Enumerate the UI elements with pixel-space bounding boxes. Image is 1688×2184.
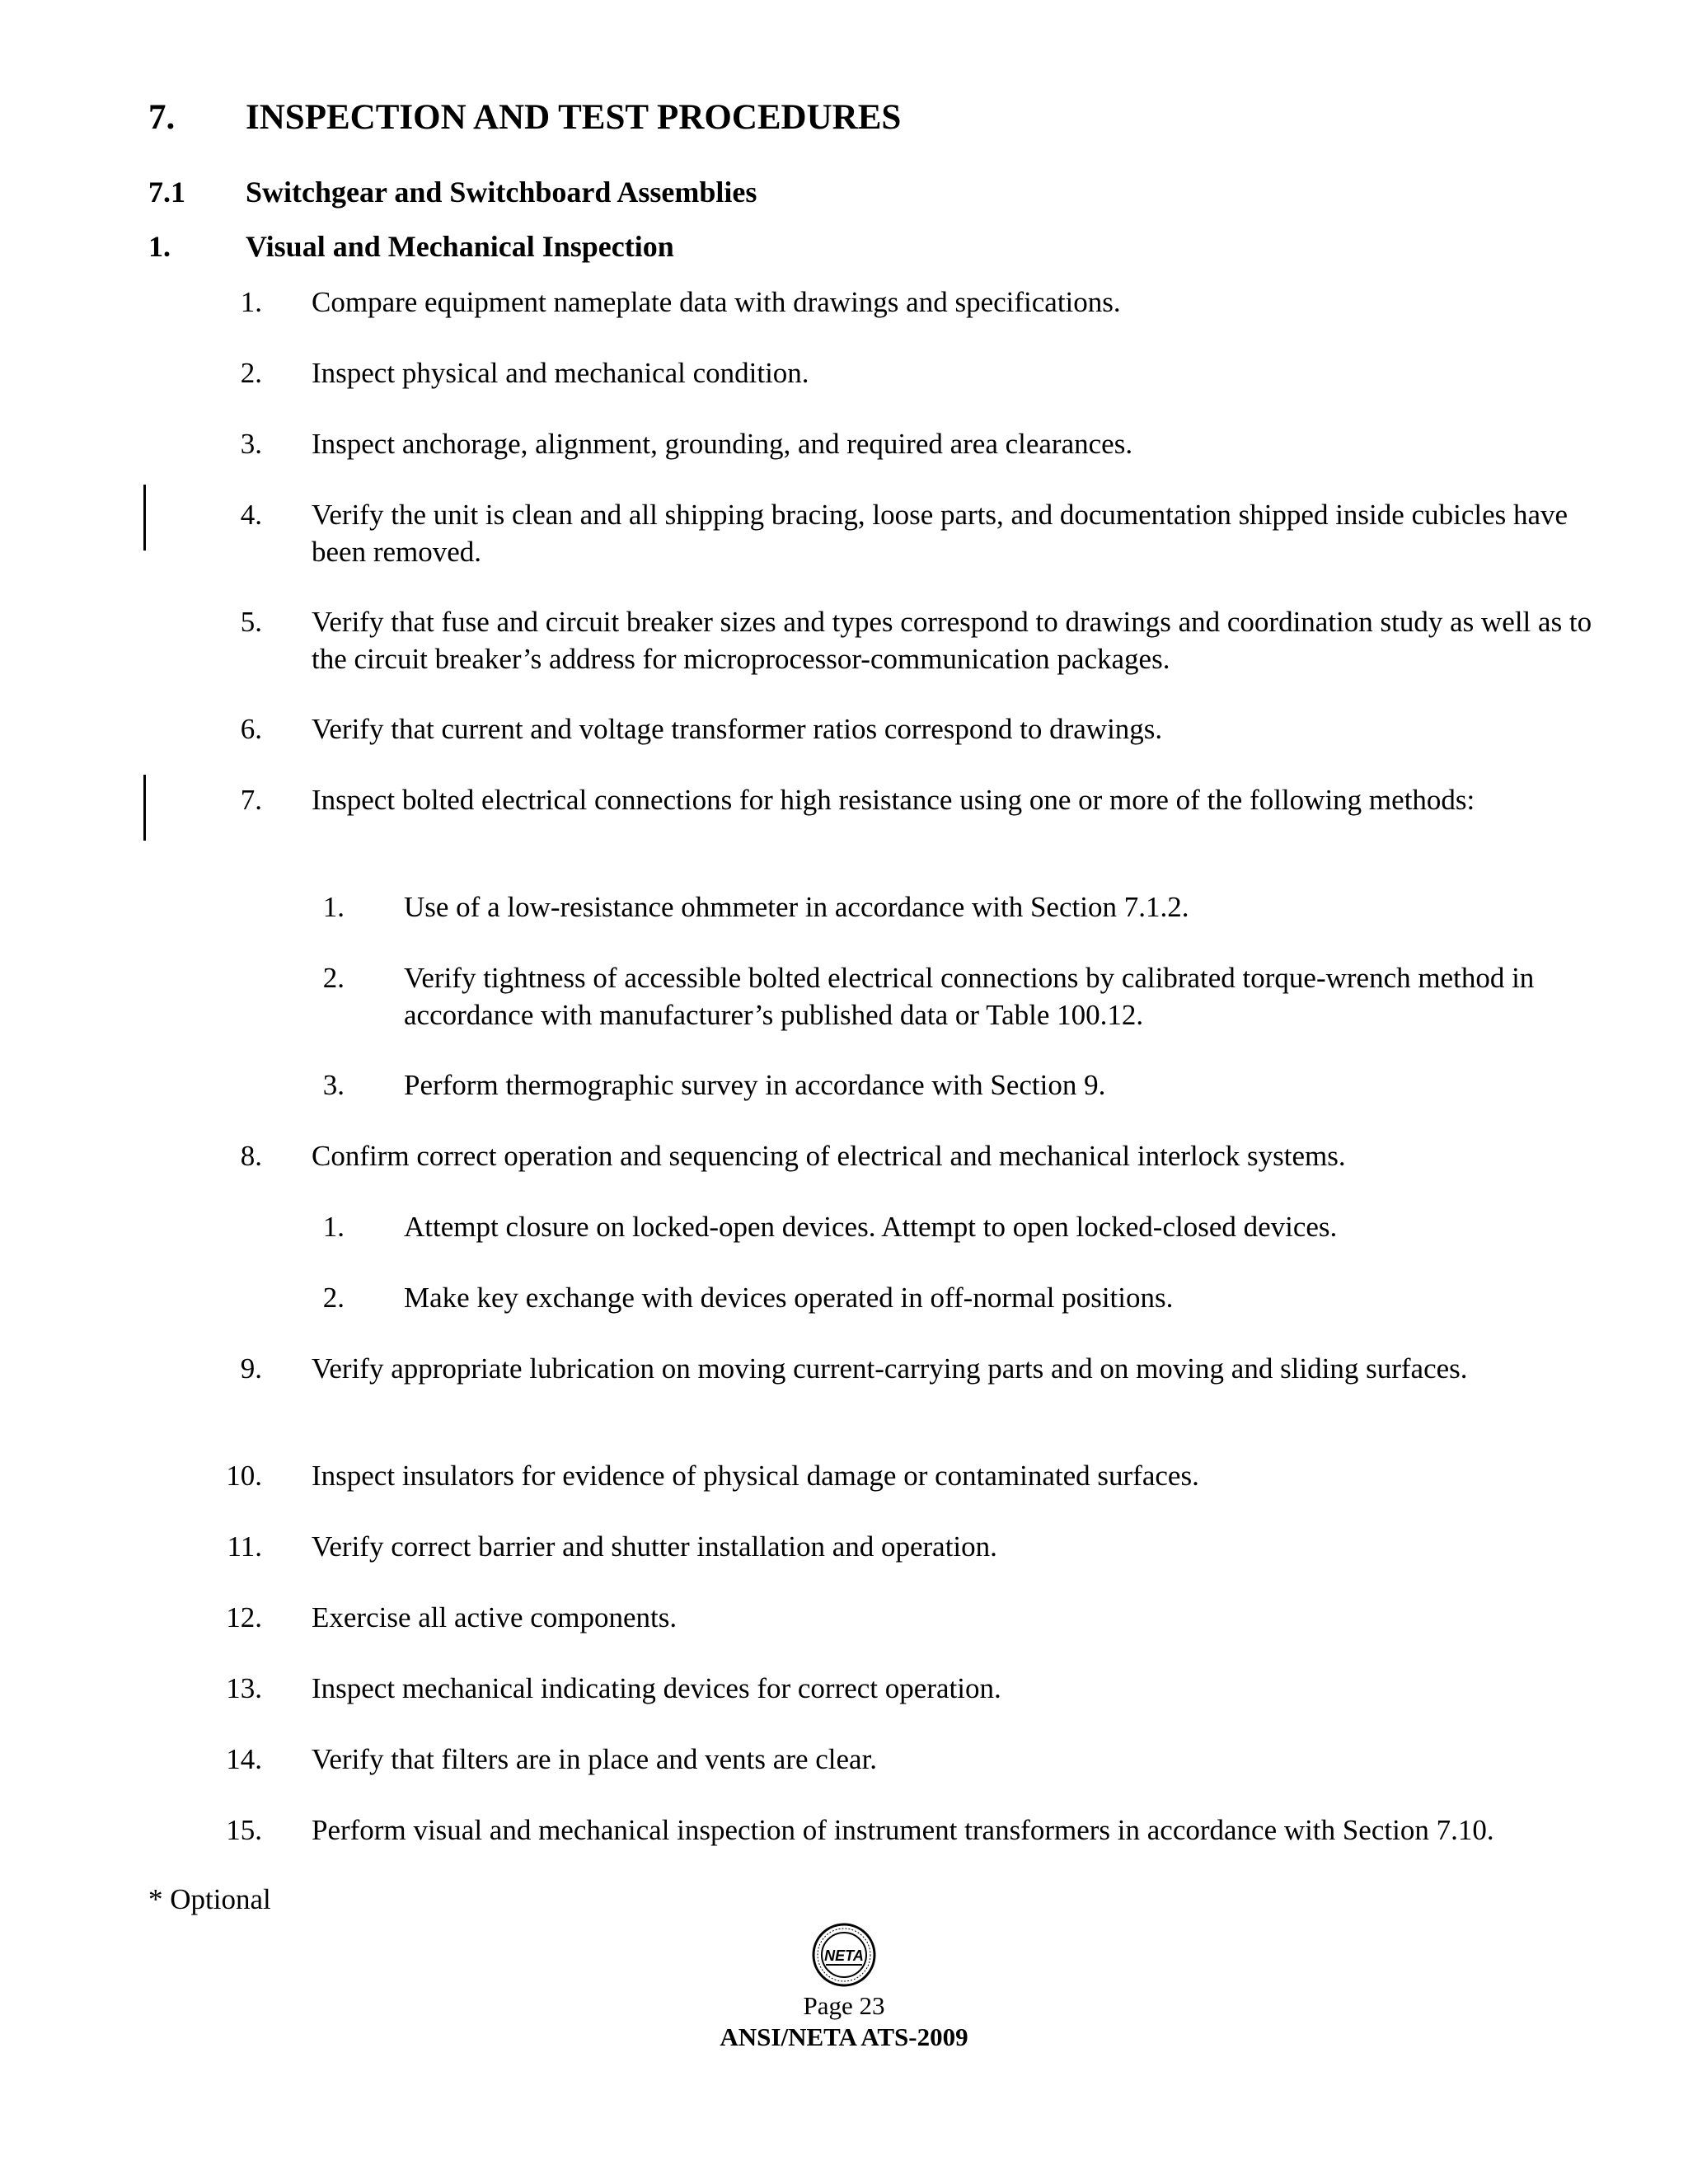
list-item-text: Inspect insulators for evidence of physical damage or contaminated surfaces. <box>312 1460 1199 1492</box>
logo-text: NETA <box>824 1947 864 1964</box>
list-item-number: 1. <box>240 286 262 318</box>
subsubsection-number: 1. <box>148 230 171 263</box>
list-item-number: 5. <box>240 606 262 638</box>
list-item-number: 3. <box>240 428 262 460</box>
list-item-text: Inspect physical and mechanical condition. <box>312 357 809 389</box>
list-item-text: Verify the unit is clean and all shipping bracing, loose parts, and documentation shipped inside cubicles have been removed. <box>312 499 1568 568</box>
list-item-number: 10. <box>226 1460 262 1492</box>
list-item-number: 2. <box>322 1282 345 1314</box>
list-item-text: Exercise all active components. <box>312 1601 678 1633</box>
list-item-number: 14. <box>226 1743 262 1775</box>
standard-designation: ANSI/NETA ATS-2009 <box>720 2022 968 2051</box>
section-number: 7. <box>148 98 176 137</box>
list-item-number: 2. <box>240 357 262 389</box>
page-number: Page 23 <box>803 1991 885 2020</box>
list-item-number: 3. <box>322 1069 345 1101</box>
list-item-text: Verify tightness of accessible bolted electrical connections by calibrated torque-wrench method in accordance with manufacturer’s published data or Table 100.12. <box>404 962 1535 1031</box>
list-item-number: 11. <box>227 1530 262 1563</box>
list-item-text: Inspect mechanical indicating devices for correct operation. <box>312 1672 1001 1704</box>
subsubsection-title: Visual and Mechanical Inspection <box>246 230 674 263</box>
list-item-text: Verify that fuse and circuit breaker sizes and types correspond to drawings and coordination study as well as to the circuit breaker’s address for microprocessor-communication packages. <box>312 606 1592 675</box>
list-item-number: 12. <box>226 1601 262 1633</box>
list-item-text: Make key exchange with devices operated in off-normal positions. <box>404 1282 1174 1314</box>
list-item-text: Compare equipment nameplate data with drawings and specifications. <box>312 286 1121 318</box>
list-item-text: Verify correct barrier and shutter installation and operation. <box>312 1530 997 1563</box>
list-item-number: 15. <box>226 1814 262 1846</box>
optional-note: * Optional <box>148 1883 271 1915</box>
list-item-text: Perform visual and mechanical inspection of instrument transformers in accordance with Section 7.10. <box>312 1814 1494 1846</box>
list-item-text: Attempt closure on locked-open devices. Attempt to open locked-closed devices. <box>404 1211 1338 1243</box>
list-item-number: 8. <box>240 1140 262 1172</box>
subsection-title: Switchgear and Switchboard Assemblies <box>246 176 757 209</box>
list-item-text: Use of a low-resistance ohmmeter in accordance with Section 7.1.2. <box>404 891 1189 923</box>
list-item-number: 4. <box>240 499 262 531</box>
section-title: INSPECTION AND TEST PROCEDURES <box>246 98 902 137</box>
neta-logo-icon <box>811 1922 877 1988</box>
list-item-text: Inspect bolted electrical connections for high resistance using one or more of the following methods: <box>312 784 1475 816</box>
list-item-number: 9. <box>240 1352 262 1385</box>
list-item-number: 7. <box>240 784 262 816</box>
list-item-text: Verify appropriate lubrication on moving current-carrying parts and on moving and sliding surfaces. <box>312 1352 1468 1385</box>
list-item-text: Verify that current and voltage transformer ratios correspond to drawings. <box>312 713 1163 745</box>
list-item-number: 6. <box>240 713 262 745</box>
list-item-text: Perform thermographic survey in accordance with Section 9. <box>404 1069 1106 1101</box>
list-item-text: Verify that filters are in place and vents are clear. <box>312 1743 878 1775</box>
list-item-number: 2. <box>322 962 345 994</box>
subsection-number: 7.1 <box>148 176 185 209</box>
list-item-number: 1. <box>322 891 345 923</box>
list-item-number: 1. <box>322 1211 345 1243</box>
list-item-number: 13. <box>226 1672 262 1704</box>
list-item-text: Confirm correct operation and sequencing of electrical and mechanical interlock systems. <box>312 1140 1346 1172</box>
list-item-text: Inspect anchorage, alignment, grounding, and required area clearances. <box>312 428 1133 460</box>
